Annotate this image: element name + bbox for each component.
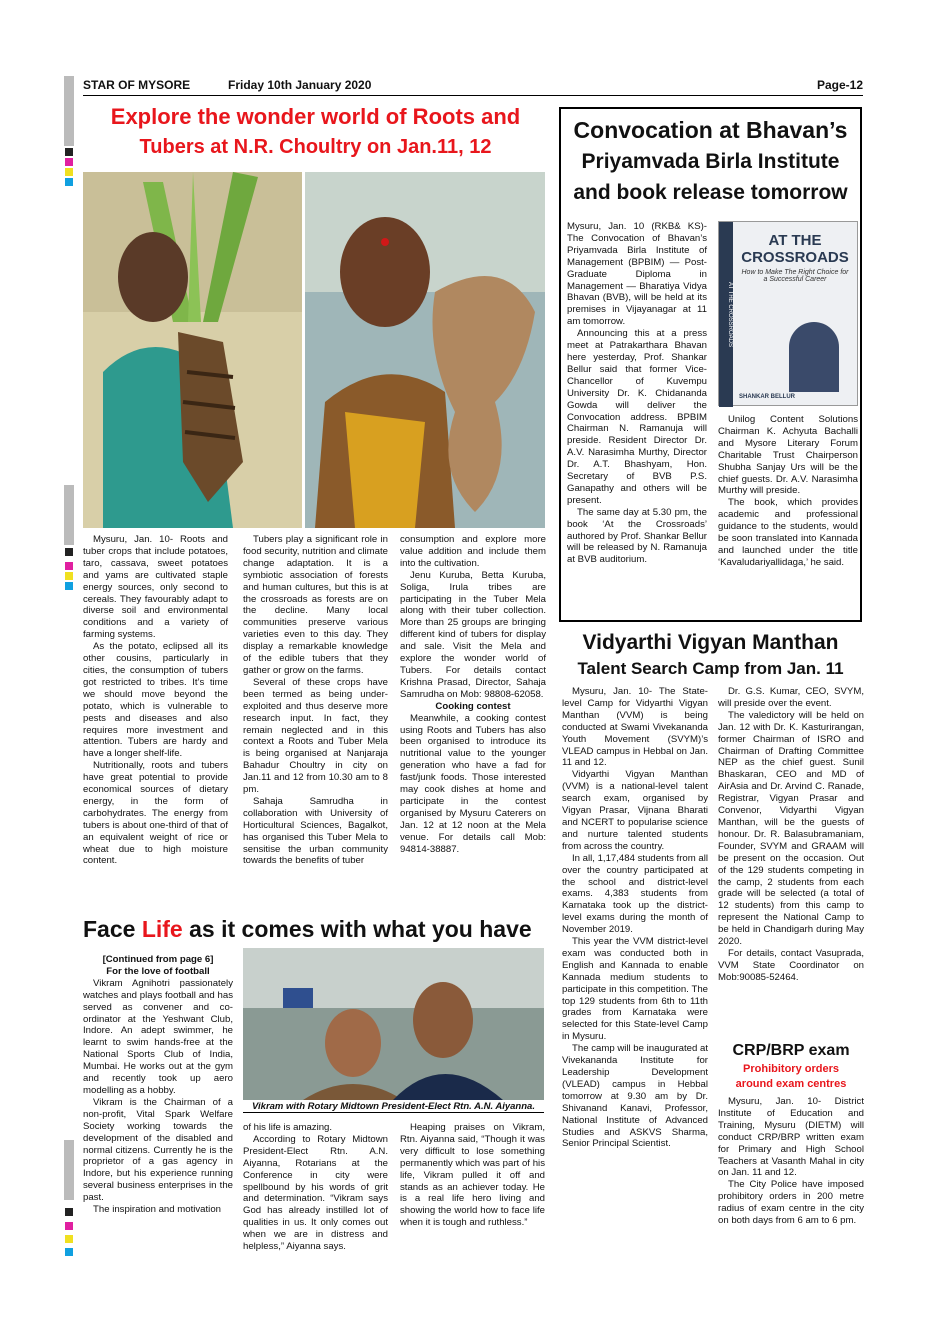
bhavan-column-1 <box>567 221 707 566</box>
article-paragraph: As the potato, eclipsed all its other cousins, particularly in cities, the consumption of tubers got restricted to tribes. It’s time we should move beyond the potato, which is vulnerable to pests and diseases and also requires more investment and attention. Tubers are hardy and have a longer shelf-life. <box>83 641 228 760</box>
crp-subhead-1: Prohibitory orders <box>743 1063 839 1075</box>
reg-mark <box>65 572 73 580</box>
paper-name: STAR OF MYSORE <box>83 78 191 92</box>
article-paragraph: Several of these crops have been termed as being under-exploited and thus deserve more research input. In fact, they remain neglected and in this context a Roots and Tuber Mela is being organised at Nanjaraja Bahadur Choultry in city on Jan.11 and 12 from 10.30 am to 8 pm. <box>243 676 388 796</box>
photo-woman-with-tuber <box>305 172 545 528</box>
book-cover <box>718 221 858 406</box>
photo-vikram-aiyanna <box>243 948 544 1100</box>
article-paragraph: This year the VVM district-level exam was conducted both in English and Kannada to enable Kannada medium students to participate in this competition. The top 129 students from 6th to 11th grades from Karnataka were selected for this State-level Camp in Mysuru. <box>562 936 708 1043</box>
article-paragraph: Announcing this at a press meet at Patrakarthara Bhavan here yesterday, Prof. Shankar Bellur said that former Vice-Chancellor of Kuvempu University Dr. K. Chidananda Gowda will deliver the Convocation address. BPBIM Chairman N. Ramanuja will preside. Resident Director Dr. A.V. Narasimha Murthy, Director Dr. A.T. Bhashyam, Hon. Secretary of BVB P.S. Ganapathy and others will be present. <box>567 328 707 506</box>
crp-headline-title: CRP/BRP exam <box>732 1042 850 1059</box>
article-paragraph: Sahaja Samrudha in collaboration with University of Horticultural Sciences, Bagalkot, has organised this Tuber Mela to sensitise the urban community towards the benefits of tuber <box>243 795 388 867</box>
face-column-2 <box>243 1122 388 1253</box>
reg-mark <box>65 158 73 166</box>
article-paragraph: The inspiration and motivation <box>93 1204 221 1216</box>
bhavan-column-2 <box>718 414 858 569</box>
bhavan-headline-line2: Priyamvada Birla Institute <box>581 150 840 173</box>
bhavan-headline-line1: Convocation at Bhavan’s <box>573 117 848 143</box>
article-paragraph: For details, contact Vasuprada, VVM State Coordinator on Mob:90085-52464. <box>718 947 864 983</box>
vvm-column-1 <box>562 686 708 1150</box>
article-paragraph: Meanwhile, a cooking contest using Roots and Tubers has also been organised to introduce its nutritional value to the younger generation who have a fad for fast/junk foods. Those interested may cook dishes at home and participate in the contest organised by Mysuru Caterers on Jan. 12 at 12 noon at the Mela venue. For details call Mob: 94814-38887. <box>400 712 546 855</box>
book-title-line2: CROSSROADS <box>741 249 849 266</box>
article-paragraph: The same day at 5.30 pm, the book ‘At the Crossroads’ authored by Prof. Shankar Bellur will be released by N. Ramanuja at BVB auditorium. <box>567 506 707 566</box>
article-paragraph: In all, 1,17,484 students from all over the country participated at the school and district-level exams. 4,383 students from Karnataka took up the district-level exams during the month of November 2019. <box>562 852 708 936</box>
football-subhead: For the love of football <box>106 965 210 977</box>
face-life-headline <box>83 914 548 944</box>
reg-mark <box>65 562 73 570</box>
reg-mark <box>65 1222 73 1230</box>
continued-note: [Continued from page 6] <box>102 954 214 965</box>
headline-highlight: Life <box>141 916 183 942</box>
article-paragraph: Mysuru, Jan. 10- The State-level Camp for Vidyarthi Vigyan Manthan (VVM) is being conducted at Swami Vivekananda Youth Movement (SVYM)’s VLEAD campus in Hebbal on Jan. 11 and 12. <box>562 686 708 769</box>
photo-vikram-aiyanna-art <box>243 948 544 1100</box>
roots-headline-line2: Tubers at N.R. Choultry on Jan.11, 12 <box>139 136 492 158</box>
reg-mark <box>65 1235 73 1243</box>
article-paragraph: Heaping praises on Vikram, Rtn. Aiyanna said, “Though it was very difficult to lose something permanently which was part of his life, Vikram pulled it off and stands as an achiever today. He is a real life hero living and showing the world how to face life when it is tough and ruthless.” <box>400 1122 545 1229</box>
masthead <box>83 76 863 96</box>
article-paragraph: The valedictory will be held on Jan. 12 with Dr. K. Kasturirangan, former Chairman of ISRO and Chairman of Drafting Committee NEP as the chief guest. Sunil Bhaskaran, CEO and MD of AirAsia and Dr. Arvind C. Ranade, Registrar, Vigyan Prasar and Convenor, Vidyarthi Vigyan Manthan, will be the guests of honour. Dr. R. Balasubramaniam, Founder, SVYM and GRAAM will be present on the occasion. Out of the 129 students competing in the camp, 2 students from each grade will be selected (a total of 12 students) from this camp to represent the National Camp to be held in Chandigarh during May 2020. <box>718 709 864 948</box>
book-author: SHANKAR BELLUR <box>739 394 795 400</box>
headline-part: as it comes with what you have <box>182 916 532 942</box>
headline-part: Face <box>83 916 142 942</box>
article-paragraph: Mysuru, Jan. 10- District Institute of Education and Training, Mysuru (DIETM) will conduct CRP/BRP written exam for Primary and High School Teachers at Vasanth Mahal in city on Jan. 11 and 12. <box>718 1096 864 1179</box>
crp-column <box>718 1096 864 1227</box>
roots-column-3 <box>400 534 546 855</box>
book-subtitle: How to Make The Right Choice for a Successful Career <box>741 269 849 283</box>
article-paragraph: The book, which provides academic and professional guidance to the students, would be soon translated into Kannada and launched under the title ‘Kavaludariyallidaga,’ he said. <box>718 497 858 568</box>
article-paragraph: of his life is amazing. <box>243 1122 333 1133</box>
book-spine: AT THE CROSSROADS <box>719 222 733 407</box>
bhavan-headline-line3: and book release tomorrow <box>573 181 848 204</box>
reg-mark <box>65 168 73 176</box>
crp-headline <box>718 1040 864 1092</box>
gutter-bar <box>64 1140 74 1200</box>
photo-caption: Vikram with Rotary Midtown President-Elect Rtn. A.N. Aiyanna. <box>243 1101 544 1113</box>
bhavan-headline <box>561 115 860 208</box>
vvm-column-2 <box>718 686 864 984</box>
vvm-headline-line2: Talent Search Camp from Jan. 11 <box>577 659 844 678</box>
vvm-headline <box>559 629 862 681</box>
author-portrait <box>789 322 839 392</box>
book-title-line1: AT THE <box>768 232 822 249</box>
reg-mark <box>65 582 73 590</box>
roots-column-2 <box>243 534 388 867</box>
article-paragraph: Nutritionally, roots and tubers have great potential to provide economical sources of dietary energy, in the form of carbohydrates. The energy from tubers is about one-third of that of an equivalent weight of rice or wheat due to high moisture content. <box>83 760 228 867</box>
article-paragraph: Dr. G.S. Kumar, CEO, SVYM, will preside over the event. <box>718 686 864 709</box>
article-paragraph: According to Rotary Midtown President-Elect Rtn. A.N. Aiyanna, Rotarians at the Conference in city were spellbound by his words of grit and determination. “Vikram says God has already instilled lot of qualities in us. It only comes out when we are in distress and helpless,” Aiyanna says. <box>243 1133 388 1253</box>
article-paragraph: Unilog Content Solutions Chairman K. Achyuta Bachalli and Mysore Literary Forum Charitable Trust Chairperson Shubha Sanjay Urs will be the chief guests. Dr. A.V. Narasimha Murthy will preside. <box>718 414 858 497</box>
reg-mark <box>65 1248 73 1256</box>
page-number: Page-12 <box>816 78 863 92</box>
vvm-headline-line1: Vidyarthi Vigyan Manthan <box>582 631 839 654</box>
photo-woman-with-taro-art <box>83 172 302 528</box>
gutter-bar <box>64 76 74 146</box>
reg-mark <box>65 1208 73 1216</box>
photo-woman-with-tuber-art <box>305 172 545 528</box>
article-paragraph: The camp will be inaugurated at Vivekananda Institute for Leadership Development (VLEAD) campus in Hebbal tomorrow at 9.30 am by Dr. Shivanand Kanavi, Professor, National Institute of Advanced Studies and ASKVS Sharma, Senior Principal Scientist. <box>562 1043 708 1150</box>
roots-headline <box>83 102 548 162</box>
roots-headline-line1: Explore the wonder world of Roots and <box>110 104 521 129</box>
reg-mark <box>65 148 73 156</box>
article-paragraph: Vikram is the Chairman of a non-profit, Vital Spark Welfare Society working towards the development of the disabled and normal citizens. Currently he is the proprietor of a gas agency in Indore, but his experience running several business enterprises in the past. <box>83 1096 233 1204</box>
gutter-bar <box>64 485 74 545</box>
photo-woman-with-taro <box>83 172 302 528</box>
article-paragraph: Tubers play a significant role in food security, nutrition and climate change adaptation. It is a symbiotic association of forests and human cultures, but this is at the crossroads as forests are on the decline. Many local communities preserve various varieties even to this day. They display a remarkable knowledge of the edible tubers that they gather or grow on the farms. <box>243 534 388 676</box>
bhavan-article-box <box>559 107 862 622</box>
issue-date: Friday 10th January 2020 <box>228 78 372 92</box>
reg-mark <box>65 178 73 186</box>
article-paragraph: Jenu Kuruba, Betta Kuruba, Soliga, Irula tribes are participating in the Tuber Mela along with their tuber collection. More than 25 groups are bringing different kind of tubers for display and sale. Visit the Mela and explore the wonder world of Tubers. For details contact Krishna Prasad, Director, Sahaja Samrudha on Mob: 98808-62058. <box>400 569 546 700</box>
roots-column-1 <box>83 534 228 867</box>
article-paragraph: Vidyarthi Vigyan Manthan (VVM) is a national-level talent search exam, organised by Vigyan Prasar, Vijnana Bharati and NCERT to popularise science and nurture talented students from across the country. <box>562 769 708 852</box>
article-paragraph: Mysuru, Jan. 10- Roots and tuber crops that include potatoes, taro, cassava, sweet potatoes and yams are cultivated staple energy sources, only second to cereals. They favourably adapt to diverse soil and environmental conditions and a variety of farming systems. <box>83 534 228 641</box>
cooking-contest-subhead: Cooking contest <box>435 700 511 712</box>
article-paragraph: consumption and explore more value addition and include them into the cultivation. <box>400 534 546 569</box>
face-column-1 <box>83 954 233 1216</box>
article-paragraph: Vikram Agnihotri passionately watches and plays football and has served as convener and co-ordinator at the Yeshwant Club, Indore. An adept swimmer, he learnt to swim hands-free at the National Sports Club of India, Mumbai. He works out at the gym and recently took up aero modelling as a hobby. <box>83 977 233 1096</box>
article-paragraph: The City Police have imposed prohibitory orders in 200 metre radius of exam centre in the city on both days from 6 am to 6 pm. <box>718 1179 864 1227</box>
reg-mark <box>65 548 73 556</box>
article-paragraph: Mysuru, Jan. 10 (RKB& KS)- The Convocation of Bhavan’s Priyamvada Birla Institute of Management (BPBIM) — Post-Graduate Diploma in Management — Bharatiya Vidya Bhavan (BVB), will be held at its premises in Vijayanagar at 11 am tomorrow. <box>567 221 707 328</box>
crp-subhead-2: around exam centres <box>735 1078 847 1090</box>
face-column-3 <box>400 1122 545 1229</box>
